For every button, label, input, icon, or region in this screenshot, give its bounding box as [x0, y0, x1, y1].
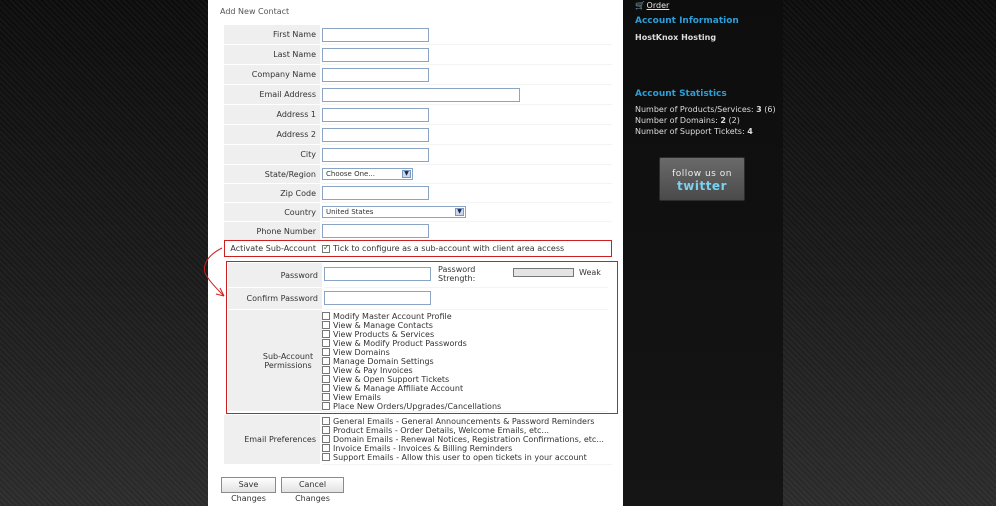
background-right [783, 0, 996, 506]
order-link-label: Order [646, 1, 670, 10]
city-input[interactable] [322, 148, 429, 162]
email-label: Email Address [224, 85, 320, 105]
stat-tickets: Number of Support Tickets: 4 [635, 127, 753, 136]
highlight-subaccount-section-box [226, 261, 618, 414]
address2-input[interactable] [322, 128, 429, 142]
address2-label: Address 2 [224, 125, 320, 145]
country-select[interactable] [322, 206, 466, 218]
save-changes-button[interactable]: Save Changes [221, 477, 276, 493]
row-address1 [224, 105, 612, 125]
company-name-input[interactable] [322, 68, 429, 82]
state-select[interactable] [322, 168, 413, 180]
company-name-label: Company Name [224, 65, 320, 85]
main-content [208, 0, 623, 506]
permissions-label: Sub-Account Permissions [262, 351, 314, 370]
row-email-preferences [224, 415, 612, 465]
password-label: Password [228, 263, 322, 288]
account-stats-heading: Account Statistics [635, 89, 727, 99]
subaccount-checkbox-text: Tick to configure as a sub-account with client area access [333, 244, 565, 253]
state-select-value: Choose One... [326, 170, 375, 178]
email-pref-item[interactable]: General Emails - General Announcements & Password Reminders [322, 417, 612, 426]
first-name-label: First Name [224, 25, 320, 45]
address1-input[interactable] [322, 108, 429, 122]
stat-products: Number of Products/Services: 3 (6) [635, 105, 776, 114]
row-company-name [224, 65, 612, 85]
zip-label: Zip Code [224, 184, 320, 203]
email-preferences-list [322, 415, 612, 465]
email-pref-checkbox[interactable] [322, 417, 330, 425]
last-name-label: Last Name [224, 45, 320, 65]
email-pref-item[interactable]: Domain Emails - Renewal Notices, Registration Confirmations, etc... [322, 435, 612, 444]
phone-label: Phone Number [224, 222, 320, 241]
account-info-heading: Account Information [635, 16, 739, 26]
row-last-name [224, 45, 612, 65]
confirm-password-label: Confirm Password [228, 288, 322, 310]
cancel-changes-button[interactable]: Cancel Changes [281, 477, 344, 493]
row-first-name [224, 25, 612, 45]
row-state [224, 165, 612, 184]
email-pref-checkbox[interactable] [322, 444, 330, 452]
address1-label: Address 1 [224, 105, 320, 125]
permission-item[interactable]: View & Manage Contacts [322, 321, 608, 330]
row-zip [224, 184, 612, 203]
twitter-follow-text: follow us on [672, 169, 732, 179]
first-name-input[interactable] [322, 28, 429, 42]
twitter-logo-text: twitter [677, 179, 727, 193]
account-name: HostKnox Hosting [635, 33, 717, 42]
email-pref-checkbox[interactable] [322, 453, 330, 461]
email-pref-item[interactable]: Invoice Emails - Invoices & Billing Reminders [322, 444, 612, 453]
cart-icon: 🛒 [635, 1, 645, 10]
permission-item[interactable]: Modify Master Account Profile [322, 312, 608, 321]
permission-item[interactable]: View Emails [322, 393, 608, 402]
twitter-follow-button[interactable] [659, 157, 745, 201]
permission-item[interactable]: View & Manage Affiliate Account [322, 384, 608, 393]
permission-item[interactable]: View & Modify Product Passwords [322, 339, 608, 348]
row-country [224, 203, 612, 222]
highlight-subaccount-box [224, 240, 612, 257]
phone-input[interactable] [322, 224, 429, 238]
country-select-value: United States [326, 208, 374, 216]
chevron-down-icon: ▼ [402, 170, 411, 178]
last-name-input[interactable] [322, 48, 429, 62]
zip-input[interactable] [322, 186, 429, 200]
email-pref-checkbox[interactable] [322, 435, 330, 443]
email-pref-item[interactable]: Product Emails - Order Details, Welcome Emails, etc... [322, 426, 612, 435]
state-label: State/Region [224, 165, 320, 184]
country-label: Country [224, 203, 320, 222]
permission-item[interactable]: Place New Orders/Upgrades/Cancellations [322, 402, 608, 411]
password-strength-value: Weak [579, 268, 601, 277]
background-left [0, 0, 208, 506]
email-pref-item[interactable]: Support Emails - Allow this user to open tickets in your account [322, 453, 612, 462]
annotation-arrow-icon [198, 244, 228, 304]
permission-item[interactable]: View Domains [322, 348, 608, 357]
row-address2 [224, 125, 612, 145]
row-email [224, 85, 612, 105]
sidebar [623, 0, 783, 506]
page-title: Add New Contact [220, 7, 290, 16]
password-strength-label: Password Strength: [438, 265, 476, 283]
subaccount-label: Activate Sub-Account [224, 241, 320, 257]
account-stats-list [635, 104, 776, 137]
permission-item[interactable]: View Products & Services [322, 330, 608, 339]
row-phone [224, 222, 612, 241]
permission-item[interactable]: View & Open Support Tickets [322, 375, 608, 384]
permission-item[interactable]: View & Pay Invoices [322, 366, 608, 375]
email-input[interactable] [322, 88, 520, 102]
email-pref-checkbox[interactable] [322, 426, 330, 434]
order-link[interactable] [635, 1, 669, 10]
stat-domains: Number of Domains: 2 (2) [635, 116, 740, 125]
chevron-down-icon: ▼ [455, 208, 464, 216]
city-label: City [224, 145, 320, 165]
permission-item[interactable]: Manage Domain Settings [322, 357, 608, 366]
email-preferences-label: Email Preferences [224, 415, 320, 465]
row-city [224, 145, 612, 165]
